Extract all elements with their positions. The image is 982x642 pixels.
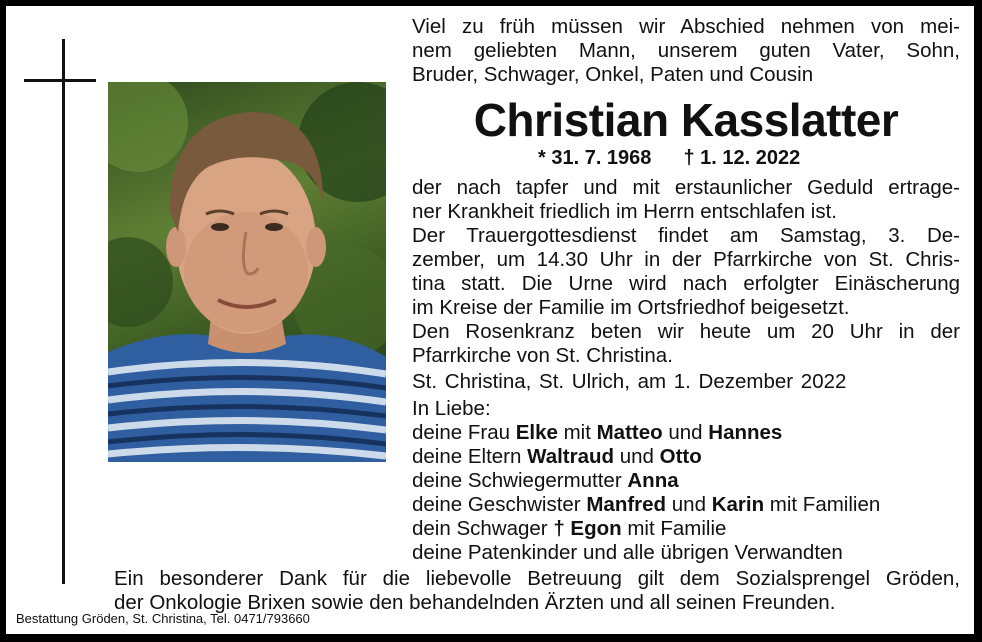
birth-date: * 31. 7. 1968 xyxy=(538,147,652,169)
family-text: deine Frau xyxy=(412,421,516,444)
funeral-home-footer: Bestattung Gröden, St. Christina, Tel. 0471/793660 xyxy=(16,611,310,626)
family-line xyxy=(412,541,880,565)
in-liebe-label: In Liebe: xyxy=(412,397,491,420)
family-text: und xyxy=(666,493,712,516)
body-text xyxy=(412,176,960,368)
body-line: zember, um 14.30 Uhr in der Pfarrkirche von St. Chris- xyxy=(412,248,960,271)
family-line xyxy=(412,469,880,493)
family-member: Manfred xyxy=(586,493,667,516)
family-text: deine Eltern xyxy=(412,445,528,468)
family-member: † Egon xyxy=(553,517,622,540)
intro-line: nem geliebten Mann, unserem guten Vater, Sohn, xyxy=(412,39,960,62)
family-list xyxy=(412,421,880,565)
family-line xyxy=(412,493,880,517)
family-member: Waltraud xyxy=(527,445,615,468)
family-line xyxy=(412,445,880,469)
body-line: Der Trauergottesdienst findet am Samstag, 3. De- xyxy=(412,224,960,247)
death-date: † 1. 12. 2022 xyxy=(683,147,801,169)
body-line: der nach tapfer und mit erstaunlicher Geduld ertrage- xyxy=(412,176,960,199)
deceased-name: Christian Kasslatter xyxy=(473,94,899,146)
family-text: und xyxy=(662,421,709,444)
thanks-line: der Onkologie Brixen sowie den behandelnden Ärzten und all seinen Freunden. xyxy=(114,591,836,614)
family-text: mit xyxy=(557,421,597,444)
family-text: deine Geschwister xyxy=(412,493,587,516)
family-text: und xyxy=(614,445,660,468)
family-member: Anna xyxy=(627,469,679,492)
body-line: Den Rosenkranz beten wir heute um 20 Uhr in der xyxy=(412,320,960,343)
body-line: ner Krankheit friedlich im Herrn entschlafen ist. xyxy=(412,200,837,223)
intro-text xyxy=(412,15,960,87)
family-member: Karin xyxy=(711,493,765,516)
family-line xyxy=(412,517,880,541)
intro-line: Bruder, Schwager, Onkel, Paten und Cousin xyxy=(412,63,814,86)
body-line: Pfarrkirche von St. Christina. xyxy=(412,344,673,367)
family-text: deine Patenkinder und alle übrigen Verwandten xyxy=(412,541,843,564)
thanks-line: Ein besonderer Dank für die liebevolle Betreuung gilt dem Sozialsprengel Gröden, xyxy=(114,567,960,590)
family-member: Otto xyxy=(659,445,702,468)
family-member: Elke xyxy=(515,421,558,444)
cross-icon-bar xyxy=(24,79,96,82)
life-dates xyxy=(538,147,832,170)
family-text: mit Familie xyxy=(621,517,727,540)
thanks-text xyxy=(114,567,960,615)
family-member: Matteo xyxy=(596,421,663,444)
death-notice xyxy=(6,6,974,634)
intro-line: Viel zu früh müssen wir Abschied nehmen von mei- xyxy=(412,15,960,38)
cross-icon xyxy=(62,39,65,584)
family-text: deine Schwiegermutter xyxy=(412,469,628,492)
place-date: St. Christina, St. Ulrich, am 1. Dezember 2022 xyxy=(412,370,847,393)
family-text: mit Familien xyxy=(764,493,881,516)
family-text: dein Schwager xyxy=(412,517,554,540)
family-line xyxy=(412,421,880,445)
portrait-photo xyxy=(108,82,386,462)
body-line: tina statt. Die Urne wird nach erfolgter Einäscherung xyxy=(412,272,960,295)
family-member: Hannes xyxy=(708,421,783,444)
body-line: im Kreise der Familie im Ortsfriedhof beigesetzt. xyxy=(412,296,850,319)
